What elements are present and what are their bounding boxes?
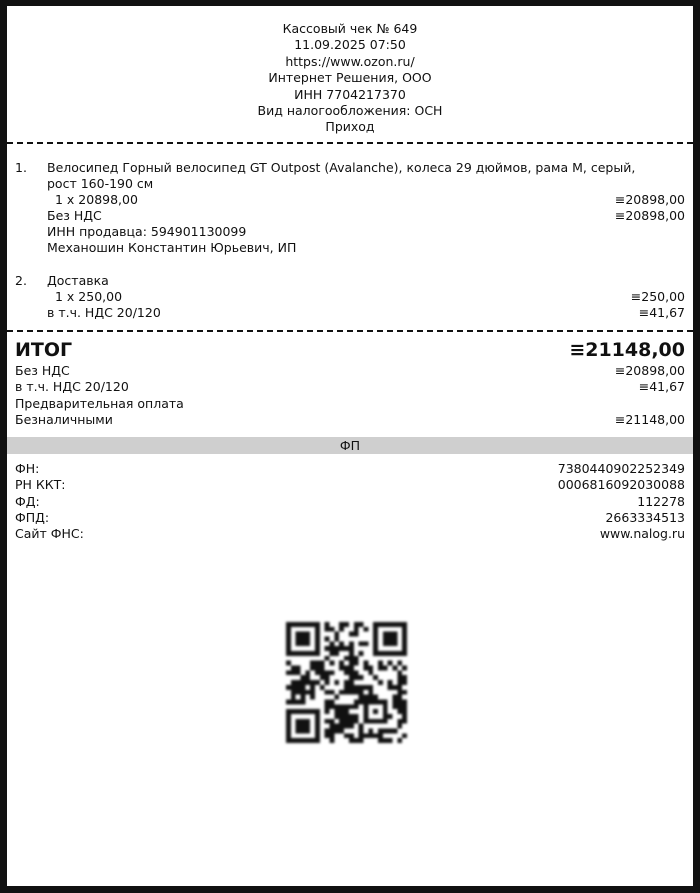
rn-row (7, 477, 693, 493)
company-inn: ИНН 7704217370 (294, 86, 406, 102)
item-1-seller-name-row (7, 240, 693, 256)
item-name-continued: рост 160-190 см (47, 176, 154, 191)
item-vat-label: в т.ч. НДС 20/120 (47, 305, 161, 320)
no-vat-value: ≡20898,00 (614, 363, 685, 378)
no-vat-row (7, 363, 693, 379)
receipt-header (7, 6, 693, 136)
item-number: 2. (15, 273, 27, 288)
seller-inn: ИНН продавца: 594901130099 (47, 224, 247, 239)
item-1-name-row (7, 160, 693, 176)
item-qty-price: 1 x 20898,00 (55, 192, 138, 207)
site-label: Сайт ФНС: (15, 526, 84, 541)
divider (7, 142, 693, 144)
item-qty-total: ≡250,00 (630, 289, 685, 304)
site-value[interactable]: www.nalog.ru (599, 526, 685, 541)
tax-system: Вид налогообложения: ОСН (257, 103, 443, 119)
cashless-label: Безналичными (15, 412, 113, 427)
total-label: ИТОГ (15, 339, 73, 361)
item-name: Велосипед Горный велосипед GT Outpost (Avalanche), колеса 29 дюймов, рама M, серый, (47, 160, 636, 175)
total-row (7, 339, 693, 361)
item-1-vat-row (7, 208, 693, 224)
total-value: ≡21148,00 (569, 339, 685, 361)
seller-name: Механошин Константин Юрьевич, ИП (47, 240, 297, 255)
vat-row (7, 379, 693, 395)
item-1-name-row-2 (7, 176, 693, 192)
item-vat-value: ≡20898,00 (614, 208, 685, 223)
company-name: Интернет Решения, ООО (268, 70, 432, 86)
receipt-url[interactable]: https://www.ozon.ru/ (285, 53, 415, 69)
receipt (7, 6, 693, 886)
no-vat-label: Без НДС (15, 363, 70, 378)
fd-value: 112278 (637, 494, 685, 509)
operation-type: Приход (325, 119, 375, 135)
item-name: Доставка (47, 273, 109, 288)
item-2-name-row (7, 273, 693, 289)
rn-value: 0006816092030088 (557, 477, 685, 492)
item-1-seller-inn-row (7, 224, 693, 240)
prepay-row (7, 396, 693, 412)
cashless-row (7, 412, 693, 428)
item-vat-label: Без НДС (47, 208, 102, 223)
cashless-value: ≡21148,00 (614, 412, 685, 427)
fd-label: ФД: (15, 494, 40, 509)
fpd-label: ФПД: (15, 510, 50, 525)
vat-label: в т.ч. НДС 20/120 (15, 379, 129, 394)
item-qty-price: 1 x 250,00 (55, 289, 123, 304)
receipt-title: Кассовый чек № 649 (282, 21, 418, 36)
fn-value: 7380440902252349 (557, 461, 685, 476)
divider (7, 330, 693, 332)
fn-label: ФН: (15, 461, 40, 476)
site-row (7, 526, 693, 542)
fn-row (7, 461, 693, 477)
item-qty-total: ≡20898,00 (614, 192, 685, 207)
item-1-qty-row (7, 192, 693, 208)
item-2-qty-row (7, 289, 693, 305)
qr-code (286, 622, 407, 743)
fd-row (7, 494, 693, 510)
fpd-value: 2663334513 (605, 510, 685, 525)
prepay-label: Предварительная оплата (15, 396, 184, 411)
rn-label: РН ККТ: (15, 477, 66, 492)
fpd-row (7, 510, 693, 526)
item-vat-value: ≡41,67 (638, 305, 685, 320)
fp-section-bar: ФП (7, 437, 693, 454)
item-number: 1. (15, 160, 27, 175)
receipt-datetime: 11.09.2025 07:50 (294, 37, 406, 53)
item-2-vat-row (7, 305, 693, 321)
vat-value: ≡41,67 (638, 379, 685, 394)
